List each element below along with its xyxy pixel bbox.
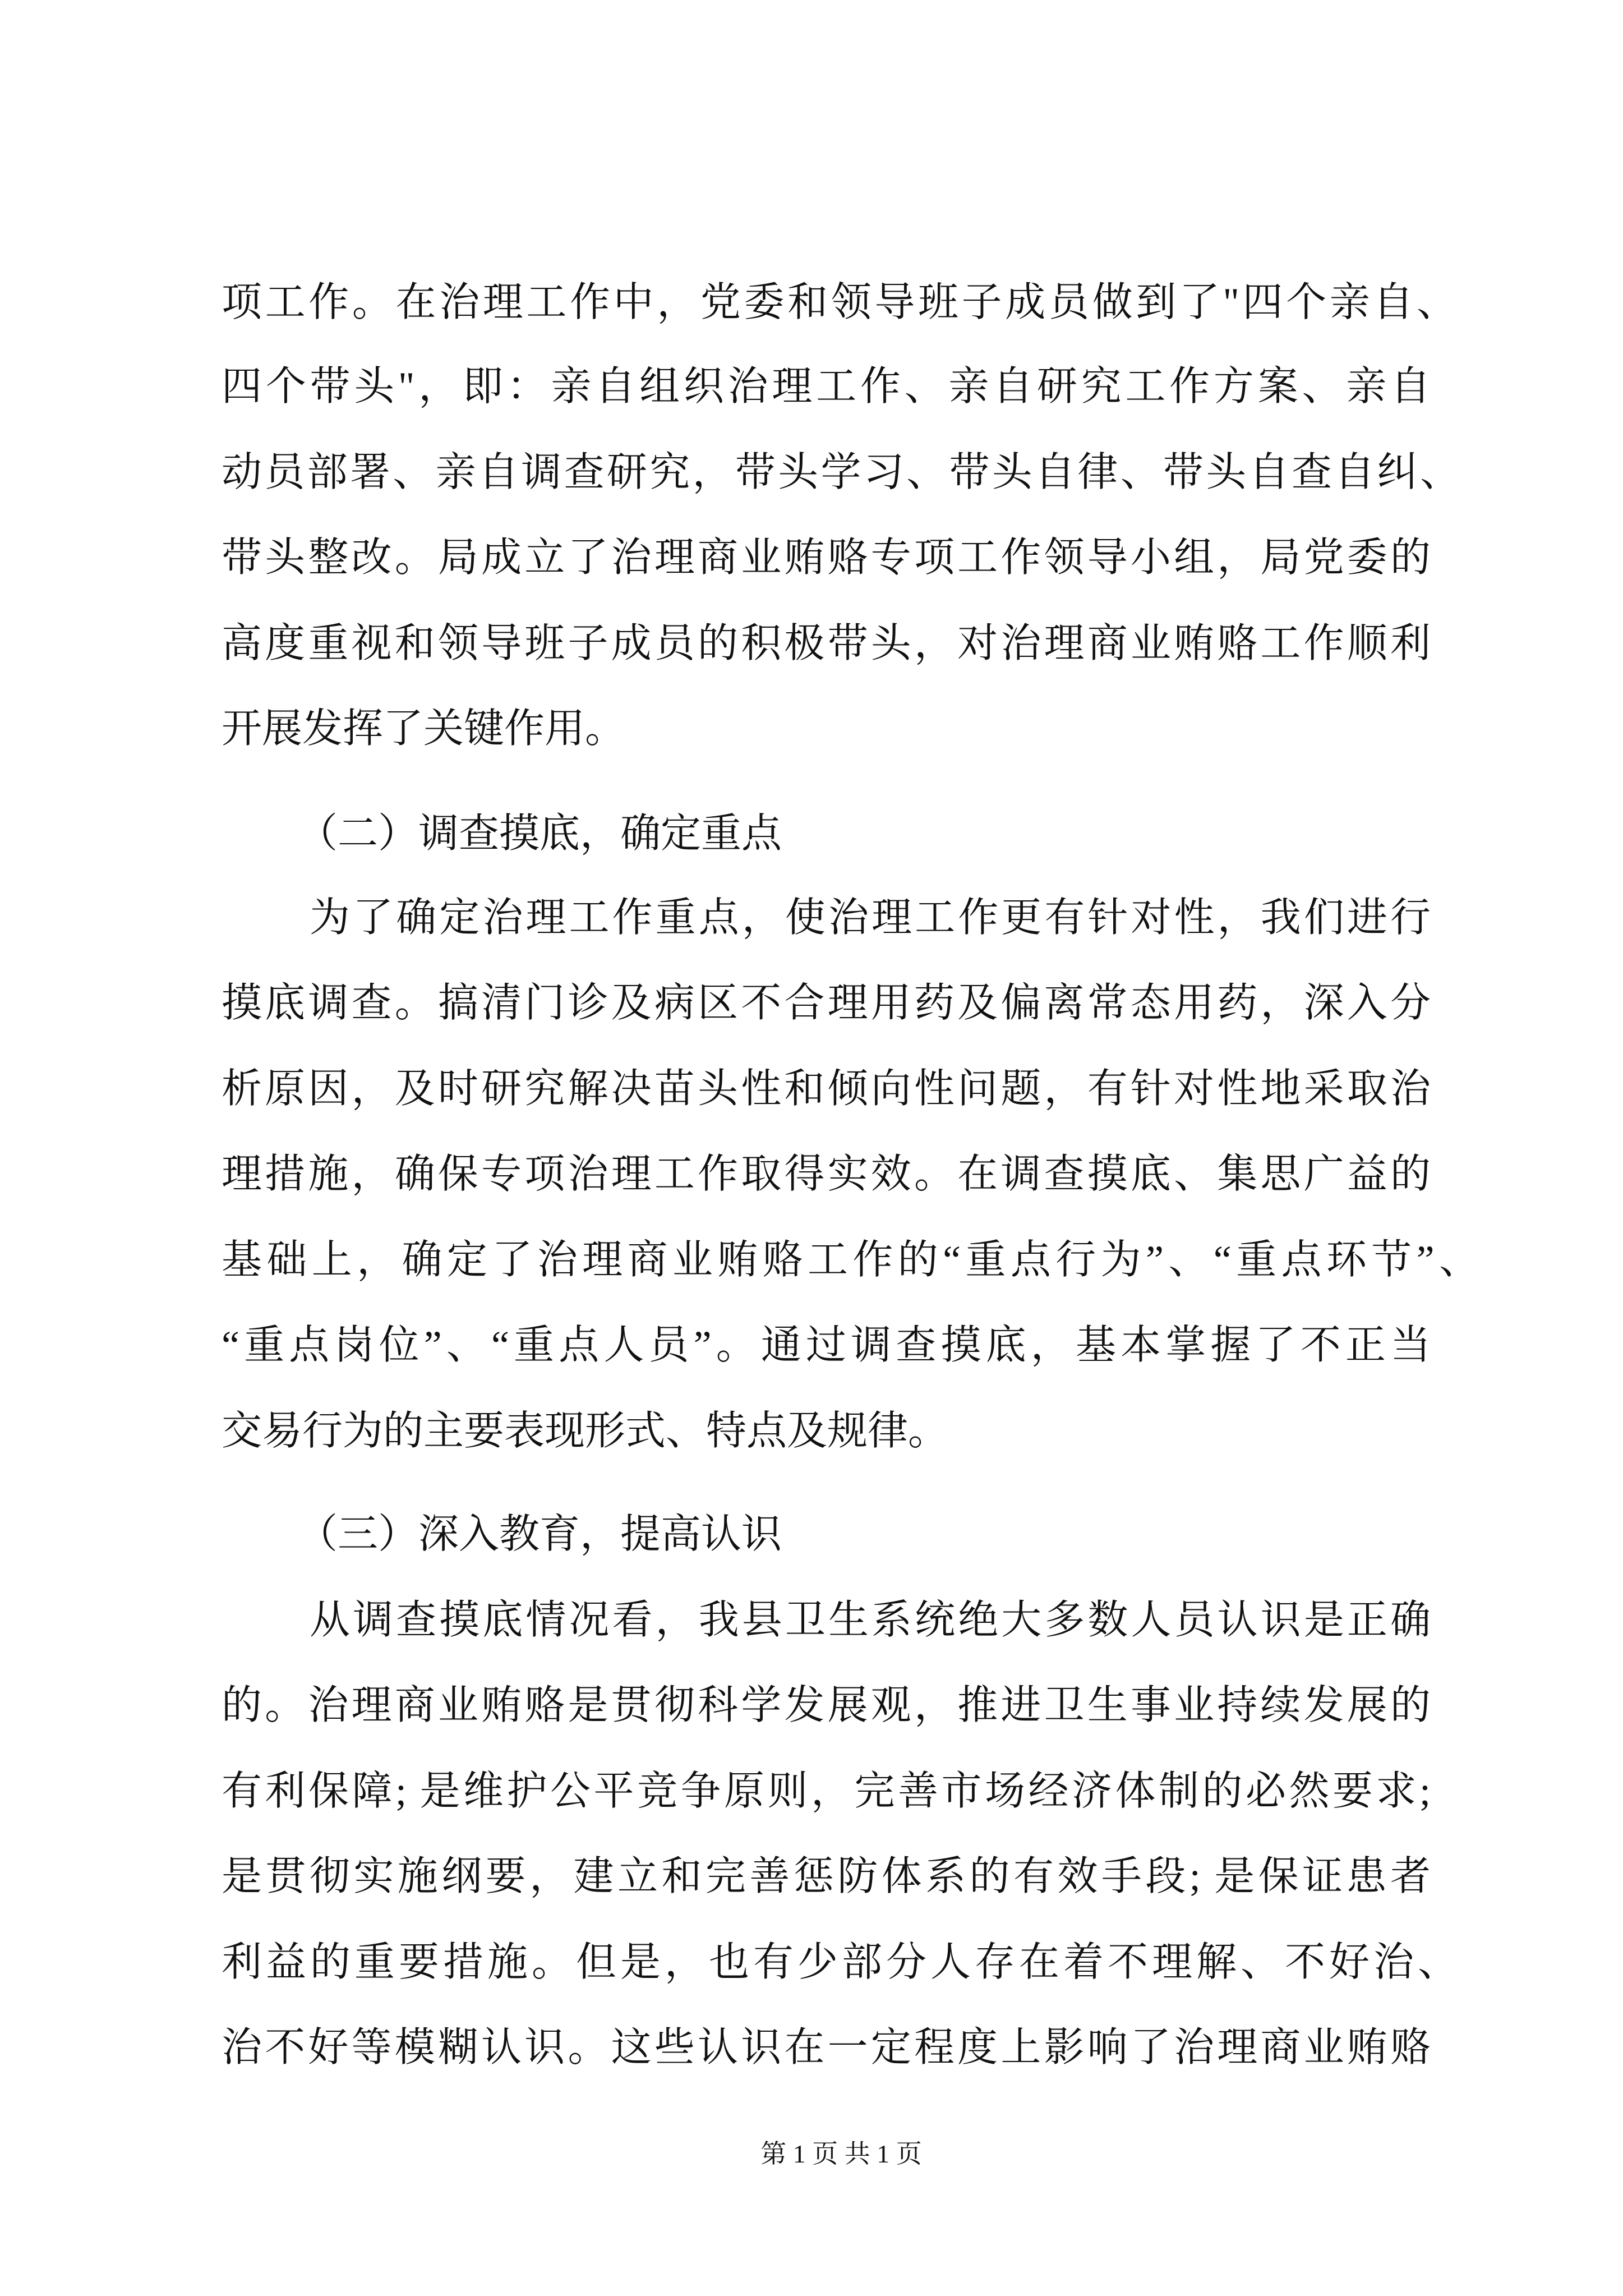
text-line: 摸底调查。搞清门诊及病区不合理用药及偏离常态用药，深入分: [222, 981, 1431, 1025]
text-line: 动员部署、亲自调查研究，带头学习、带头自律、带头自查自纠、: [222, 450, 1460, 495]
text-line: “重点岗位”、“重点人员”。通过调查摸底，基本掌握了不正当: [222, 1323, 1431, 1368]
text-line: 的。治理商业贿赂是贯彻科学发展观，推进卫生事业持续发展的: [222, 1683, 1431, 1728]
text-line: 为了确定治理工作重点，使治理工作更有针对性，我们进行: [310, 895, 1431, 940]
text-line: 高度重视和领导班子成员的积极带头，对治理商业贿赂工作顺利: [222, 621, 1431, 666]
section-heading: （二）调查摸底，确定重点: [297, 811, 782, 856]
text-line: 交易行为的主要表现形式、特点及规律。: [222, 1409, 949, 1453]
text-line: 有利保障; 是维护公平竞争原则，完善市场经济体制的必然要求;: [222, 1769, 1431, 1814]
text-line: 项工作。在治理工作中，党委和领导班子成员做到了"四个亲自、: [222, 280, 1457, 325]
text-line: 理措施，确保专项治理工作取得实效。在调查摸底、集思广益的: [222, 1152, 1431, 1197]
text-line: 从调查摸底情况看，我县卫生系统绝大多数人员认识是正确: [310, 1598, 1431, 1642]
section-heading: （三）深入教育，提高认识: [297, 1512, 782, 1557]
page-number-footer: 第 1 页 共 1 页: [760, 2139, 922, 2168]
text-line: 治不好等模糊认识。这些认识在一定程度上影响了治理商业贿赂: [222, 2025, 1431, 2070]
text-line: 带头整改。局成立了治理商业贿赂专项工作领导小组，局党委的: [222, 535, 1431, 580]
text-line: 是贯彻实施纲要，建立和完善惩防体系的有效手段; 是保证患者: [222, 1854, 1431, 1899]
text-line: 利益的重要措施。但是，也有少部分人存在着不理解、不好治、: [222, 1940, 1458, 1985]
text-line: 开展发挥了关键作用。: [222, 706, 626, 751]
text-line: 析原因，及时研究解决苗头性和倾向性问题，有针对性地采取治: [222, 1066, 1431, 1111]
text-line: 基础上，确定了治理商业贿赂工作的“重点行为”、“重点环节”、: [222, 1237, 1479, 1282]
text-line: 四个带头"，即：亲自组织治理工作、亲自研究工作方案、亲自: [222, 364, 1431, 409]
